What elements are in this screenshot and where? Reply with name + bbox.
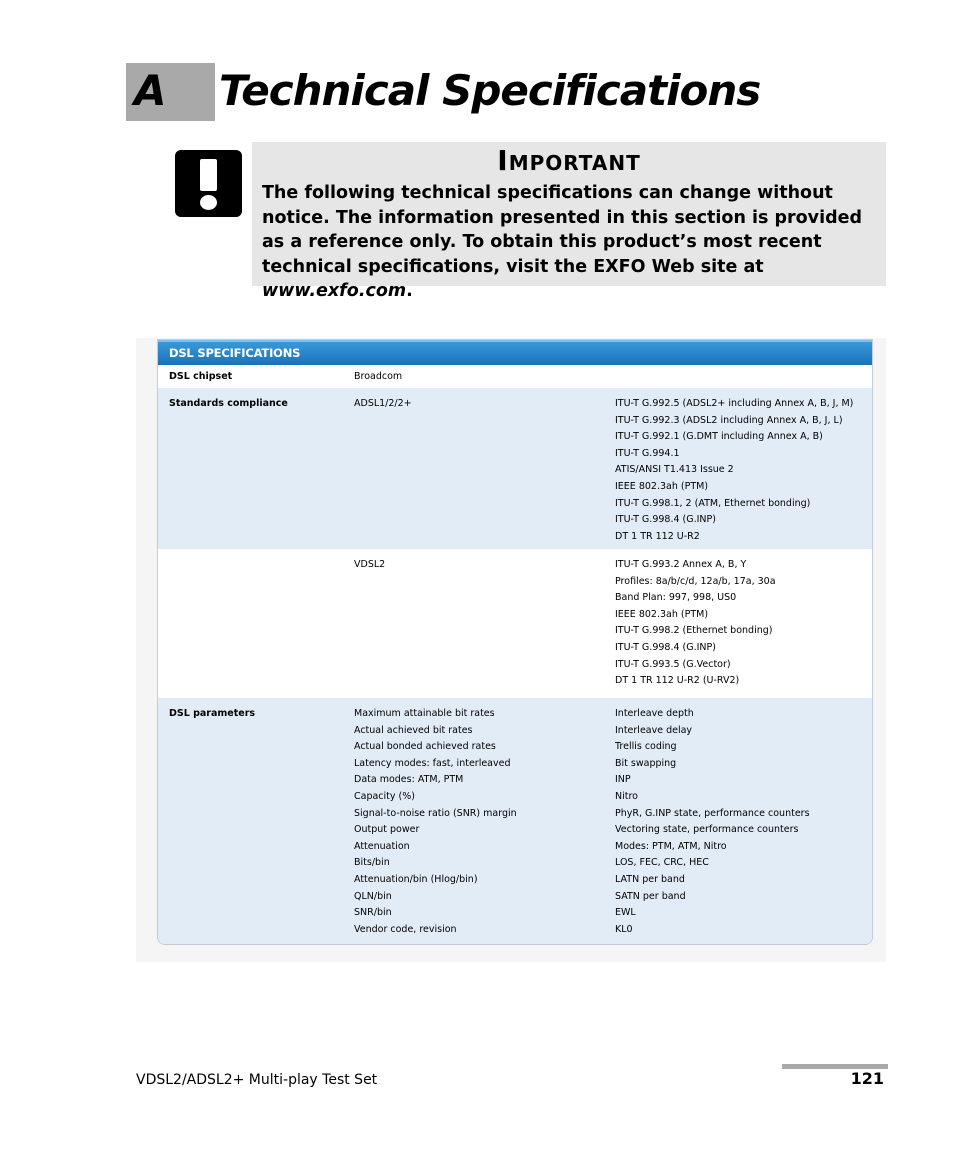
row-value: Broadcom: [354, 371, 403, 382]
table-row: [158, 549, 872, 698]
row-value: ADSL1/2/2+: [354, 398, 412, 409]
row-details: ITU-T G.993.2 Annex A, B, Y Profiles: 8a/b/c/d, 12a/b, 17a, 30a Band Plan: 997, 998, US0 IEEE 802.3ah (PTM) ITU-T G.998.2 (Ethernet bonding) ITU-T G.998.4 (G.INP) ITU-T G.993.5 (G.Vector) DT 1 TR 112 U-R2 (U-RV2): [615, 559, 776, 687]
page-number: 121: [850, 1069, 884, 1088]
table-row: [158, 365, 872, 388]
exclamation-icon: [175, 150, 242, 217]
dsl-specifications-table: [157, 339, 873, 945]
table-title: DSL SPECIFICATIONS: [169, 346, 301, 360]
row-label: DSL chipset: [169, 371, 233, 382]
chapter-title: Technical Specifications: [219, 66, 761, 115]
important-note: [252, 142, 886, 301]
table-row: [158, 388, 872, 549]
table-header: [158, 340, 872, 365]
row-label: Standards compliance: [169, 398, 288, 409]
row-details: Interleave depth Interleave delay Trellis coding Bit swapping INP Nitro PhyR, G.INP state, performance counters Vectoring state, performance counters Modes: PTM, ATM, Nitro LOS, FEC, CRC, HEC LATN per band SATN per band EWL KL0: [615, 708, 810, 935]
row-label: DSL parameters: [169, 708, 256, 719]
row-value: VDSL2: [354, 559, 386, 570]
table-row: [158, 698, 872, 945]
chapter-letter: A: [134, 66, 167, 115]
important-text: The following technical specifications can change without notice. The information presented in this section is provided as a reference only. To obtain this product’s most recent technical specifications, visit the EXFO Web site at www.exfo.com.: [262, 183, 863, 301]
row-values: Maximum attainable bit rates Actual achieved bit rates Actual bonded achieved rates Latency modes: fast, interleaved Data modes: ATM, PTM Capacity (%) Signal-to-noise ratio (SNR) margin Output power Attenuation Bits/bin Attenuation/bin (Hlog/bin) QLN/bin SNR/bin Vendor code, revision: [354, 708, 517, 935]
exfo-web-link[interactable]: www.exfo.com: [262, 281, 407, 301]
important-heading: Important: [497, 144, 641, 177]
footer-product-name: VDSL2/ADSL2+ Multi-play Test Set: [136, 1072, 378, 1088]
row-details: ITU-T G.992.5 (ADSL2+ including Annex A, B, J, M) ITU-T G.992.3 (ADSL2 including Annex A, B, J, L) ITU-T G.992.1 (G.DMT including Annex A, B) ITU-T G.994.1 ATIS/ANSI T1.413 Issue 2 IEEE 802.3ah (PTM) ITU-T G.998.1, 2 (ATM, Ethernet bonding) ITU-T G.998.4 (G.INP) DT 1 TR 112 U-R2: [615, 398, 854, 542]
